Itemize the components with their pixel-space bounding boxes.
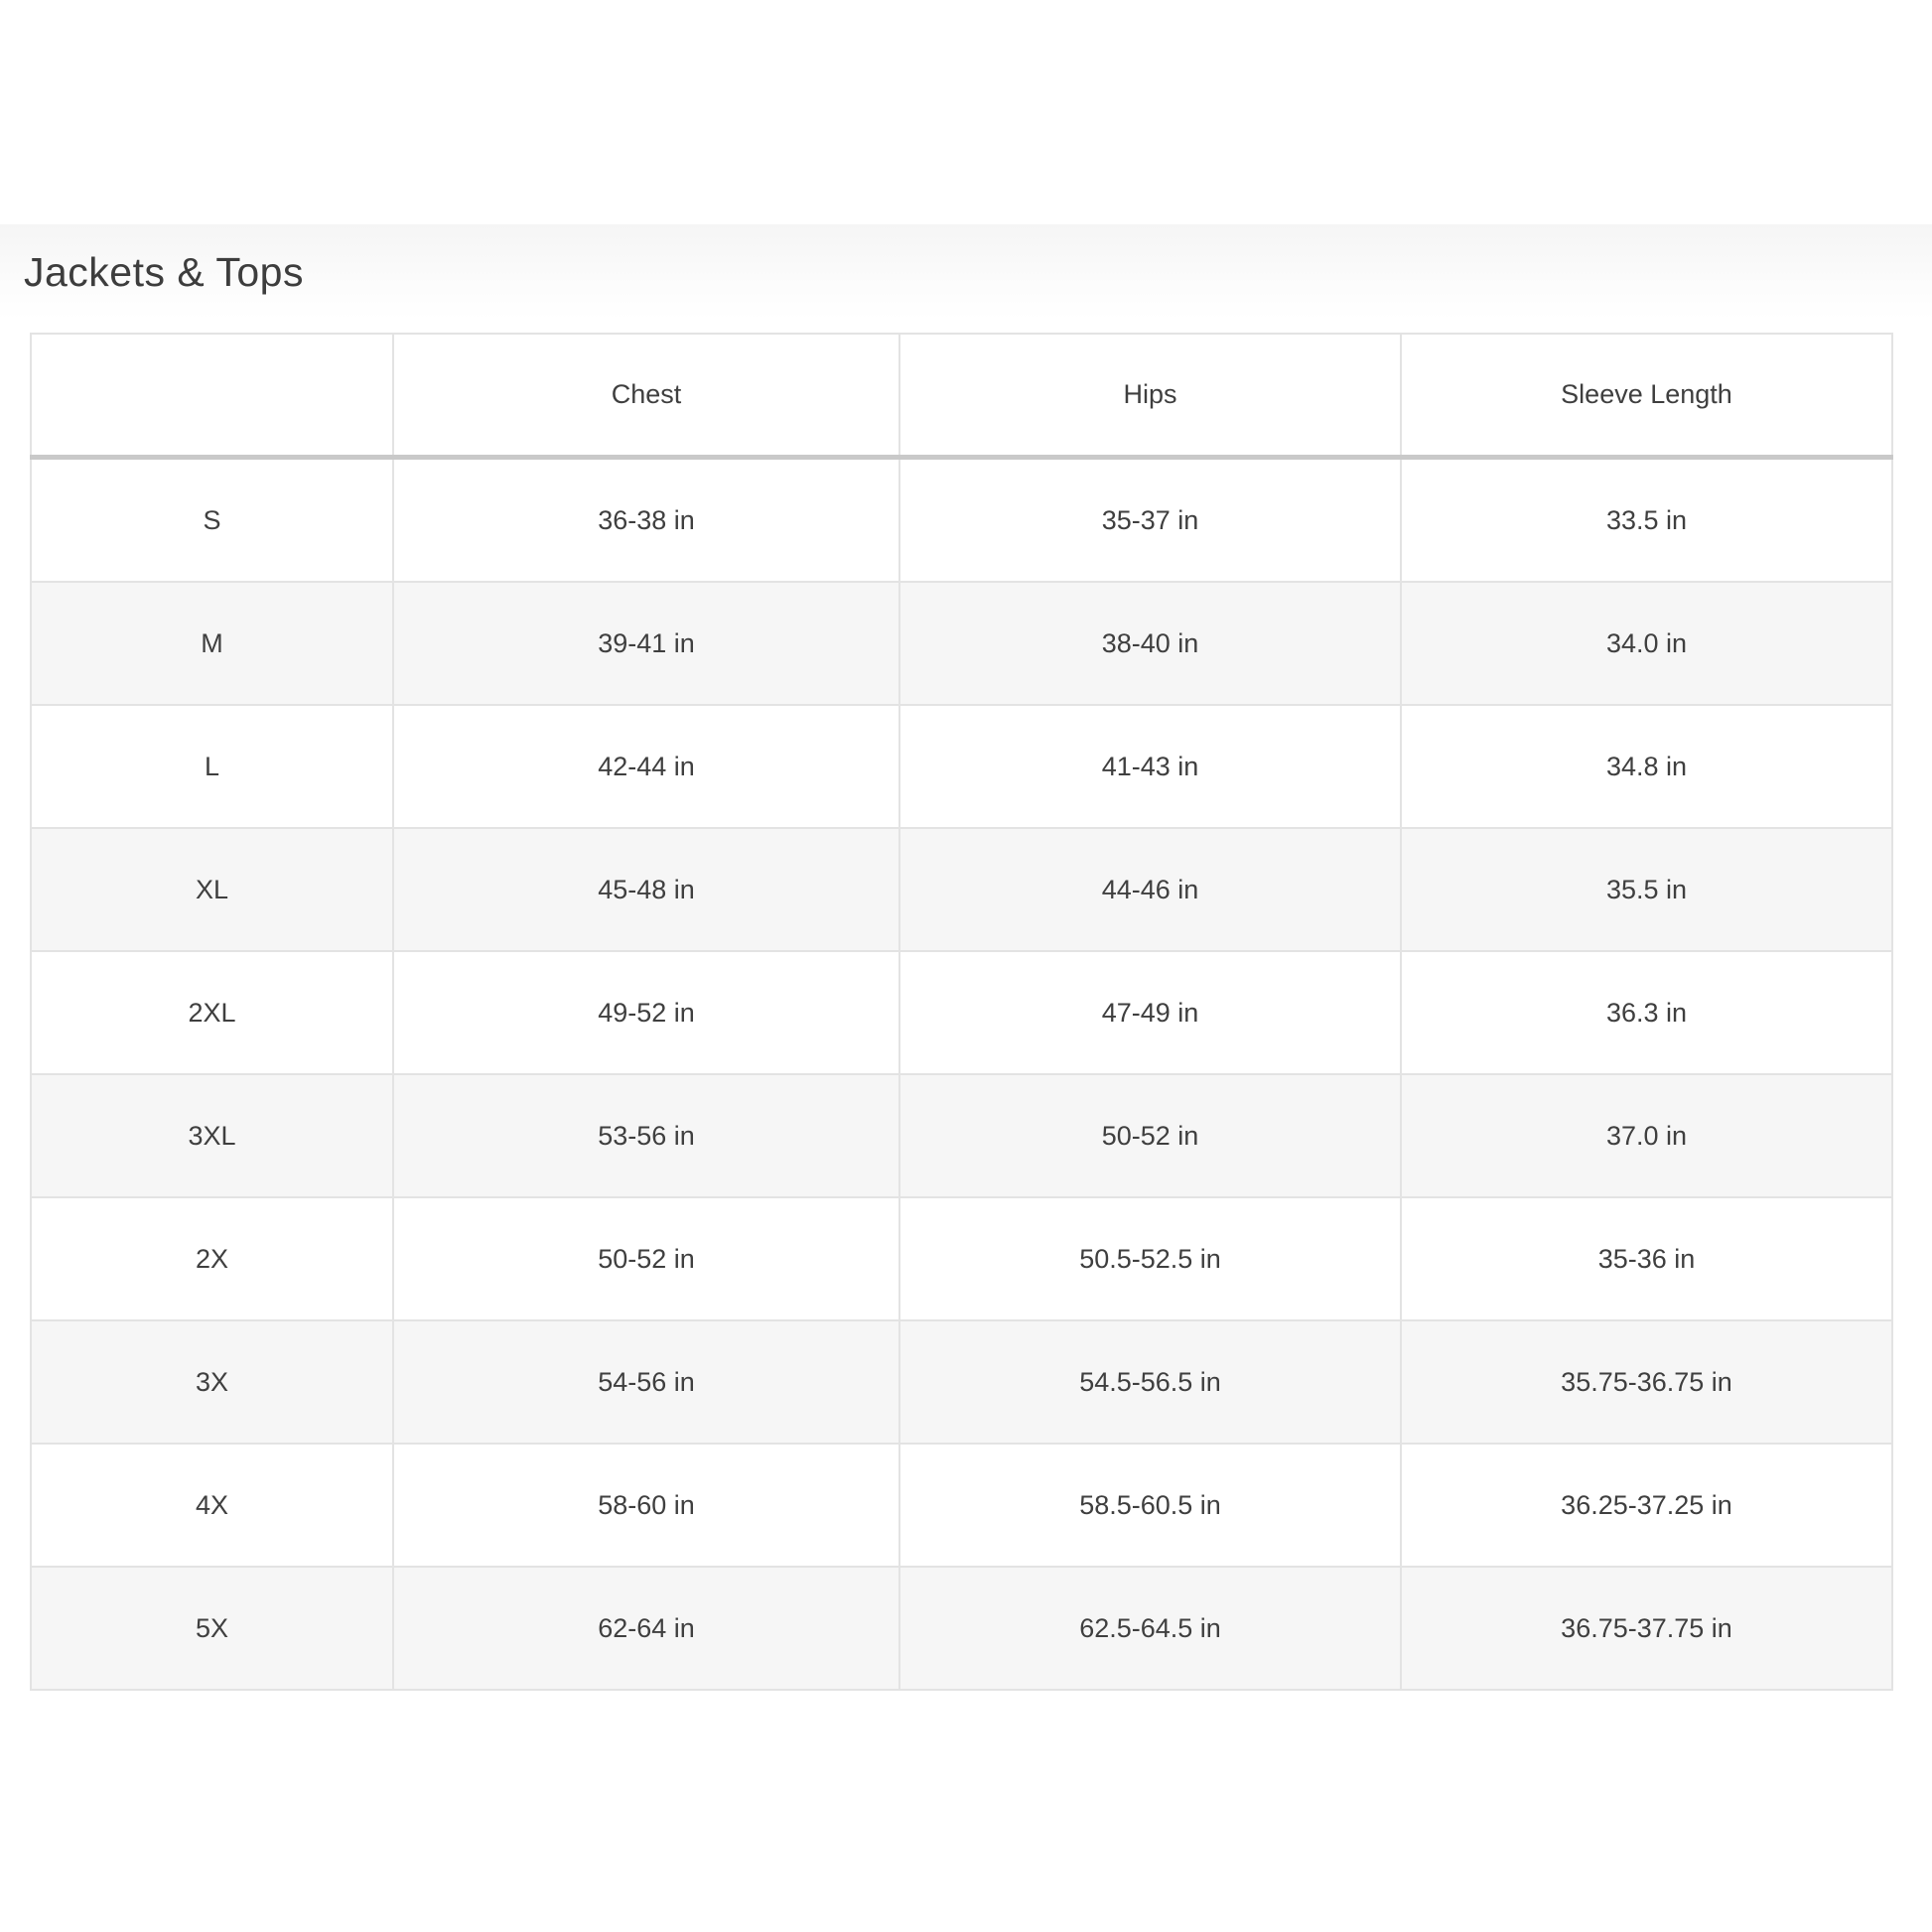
chest-cell: 54-56 in [393,1320,899,1444]
size-cell: 2XL [31,951,393,1074]
hips-cell: 38-40 in [899,582,1401,705]
column-header-size [31,334,393,458]
table-row [31,828,1892,951]
hips-cell: 54.5-56.5 in [899,1320,1401,1444]
table-row [31,1074,1892,1197]
table-body [31,458,1892,1691]
table-row [31,1444,1892,1567]
sleeve-cell: 35.75-36.75 in [1401,1320,1892,1444]
table-row [31,705,1892,828]
sleeve-cell: 33.5 in [1401,458,1892,583]
size-cell: 5X [31,1567,393,1690]
size-cell: L [31,705,393,828]
chest-cell: 36-38 in [393,458,899,583]
size-cell: XL [31,828,393,951]
size-cell: S [31,458,393,583]
size-cell: M [31,582,393,705]
hips-cell: 58.5-60.5 in [899,1444,1401,1567]
table-row [31,951,1892,1074]
hips-cell: 62.5-64.5 in [899,1567,1401,1690]
column-header-hips: Hips [899,334,1401,458]
hips-cell: 47-49 in [899,951,1401,1074]
table-row [31,1197,1892,1320]
sleeve-cell: 36.25-37.25 in [1401,1444,1892,1567]
table-row [31,1320,1892,1444]
chest-cell: 45-48 in [393,828,899,951]
sleeve-cell: 35-36 in [1401,1197,1892,1320]
chest-cell: 62-64 in [393,1567,899,1690]
hips-cell: 44-46 in [899,828,1401,951]
hips-cell: 50.5-52.5 in [899,1197,1401,1320]
header-row [31,334,1892,458]
table-row [31,582,1892,705]
hips-cell: 50-52 in [899,1074,1401,1197]
page-title: Jackets & Tops [24,248,304,295]
sleeve-cell: 36.75-37.75 in [1401,1567,1892,1690]
sleeve-cell: 37.0 in [1401,1074,1892,1197]
chest-cell: 42-44 in [393,705,899,828]
table-header [31,334,1892,458]
chest-cell: 53-56 in [393,1074,899,1197]
chest-cell: 49-52 in [393,951,899,1074]
size-cell: 3XL [31,1074,393,1197]
size-table [30,333,1893,1691]
chest-cell: 58-60 in [393,1444,899,1567]
size-cell: 3X [31,1320,393,1444]
sleeve-cell: 34.8 in [1401,705,1892,828]
hips-cell: 41-43 in [899,705,1401,828]
column-header-sleeve-length: Sleeve Length [1401,334,1892,458]
column-header-chest: Chest [393,334,899,458]
table-row [31,1567,1892,1690]
sleeve-cell: 34.0 in [1401,582,1892,705]
table-row [31,458,1892,583]
size-cell: 2X [31,1197,393,1320]
title-band [0,224,1932,320]
sleeve-cell: 35.5 in [1401,828,1892,951]
chest-cell: 50-52 in [393,1197,899,1320]
chest-cell: 39-41 in [393,582,899,705]
sleeve-cell: 36.3 in [1401,951,1892,1074]
size-cell: 4X [31,1444,393,1567]
hips-cell: 35-37 in [899,458,1401,583]
